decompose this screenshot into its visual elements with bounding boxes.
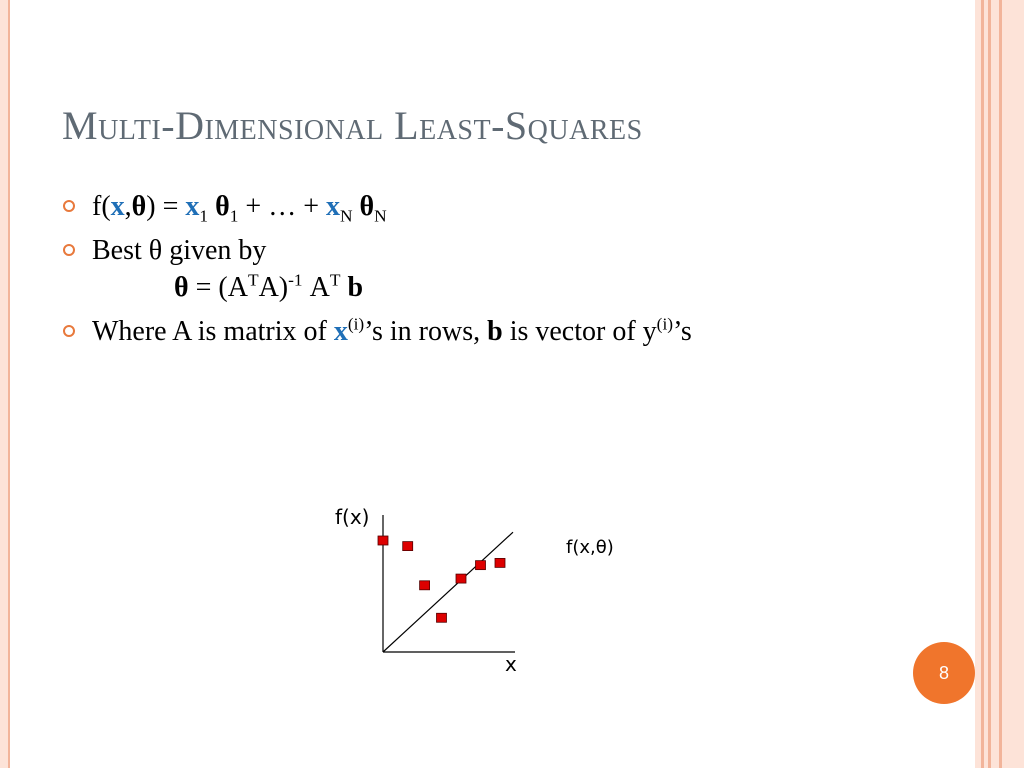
superscript: -1 <box>288 270 303 290</box>
data-point <box>420 581 430 590</box>
bullet-marker-icon <box>63 325 75 337</box>
left-border-decoration <box>0 0 8 768</box>
bullet-marker-icon <box>63 200 75 212</box>
right-border-stripe <box>1002 0 1024 768</box>
data-point <box>378 536 388 545</box>
text: Where A is matrix of <box>92 316 334 347</box>
vector-x: x <box>333 316 348 347</box>
vector-x: x <box>110 191 125 222</box>
text: , <box>124 191 132 222</box>
data-point <box>495 558 505 567</box>
vector-b: b <box>487 316 503 347</box>
subscript: N <box>340 206 353 226</box>
least-squares-chart <box>330 500 650 680</box>
data-points <box>378 536 505 622</box>
vector-x: x <box>185 191 200 222</box>
y-axis-label: f(x) <box>335 505 370 529</box>
bullet-function-definition <box>62 188 892 225</box>
text: ’s <box>673 316 692 347</box>
subscript: 1 <box>229 206 239 226</box>
fit-line-label: f(x,θ) <box>566 537 614 558</box>
page-number-badge <box>913 642 975 704</box>
vector-theta: θ <box>131 191 147 222</box>
vector-theta: θ <box>174 272 189 303</box>
slide-title: Multi-Dimensional Least-Squares <box>62 103 643 148</box>
data-point <box>403 542 413 551</box>
text: ’s in rows, <box>364 316 488 347</box>
left-border-line <box>8 0 10 768</box>
data-point <box>437 613 447 622</box>
text: f( <box>92 191 111 222</box>
vector-b: b <box>347 272 364 303</box>
data-point <box>476 561 486 570</box>
bullet-matrix-description <box>62 313 892 350</box>
subscript: N <box>374 206 387 226</box>
vector-theta: θ <box>359 191 375 222</box>
text: A <box>302 272 330 303</box>
superscript: (i) <box>656 314 674 334</box>
vector-theta: θ <box>215 191 230 222</box>
bullet-best-theta <box>62 232 892 306</box>
text: A) <box>258 272 289 303</box>
normal-equation <box>92 269 892 306</box>
text: = (A <box>188 272 248 303</box>
text: ) = <box>146 191 186 222</box>
subscript: 1 <box>199 206 209 226</box>
right-border-stripe <box>991 0 999 768</box>
bullet-list <box>62 188 892 357</box>
superscript: T <box>329 270 341 290</box>
x-axis-label: x <box>505 652 517 676</box>
text: + … + <box>238 191 326 222</box>
text: Best θ given by <box>92 235 267 266</box>
superscript: (i) <box>347 314 365 334</box>
vector-x: x <box>326 191 340 222</box>
text: is vector of y <box>502 316 657 347</box>
superscript: T <box>247 270 259 290</box>
page-number: 8 <box>938 662 949 683</box>
bullet-marker-icon <box>63 244 75 256</box>
data-point <box>456 574 466 583</box>
